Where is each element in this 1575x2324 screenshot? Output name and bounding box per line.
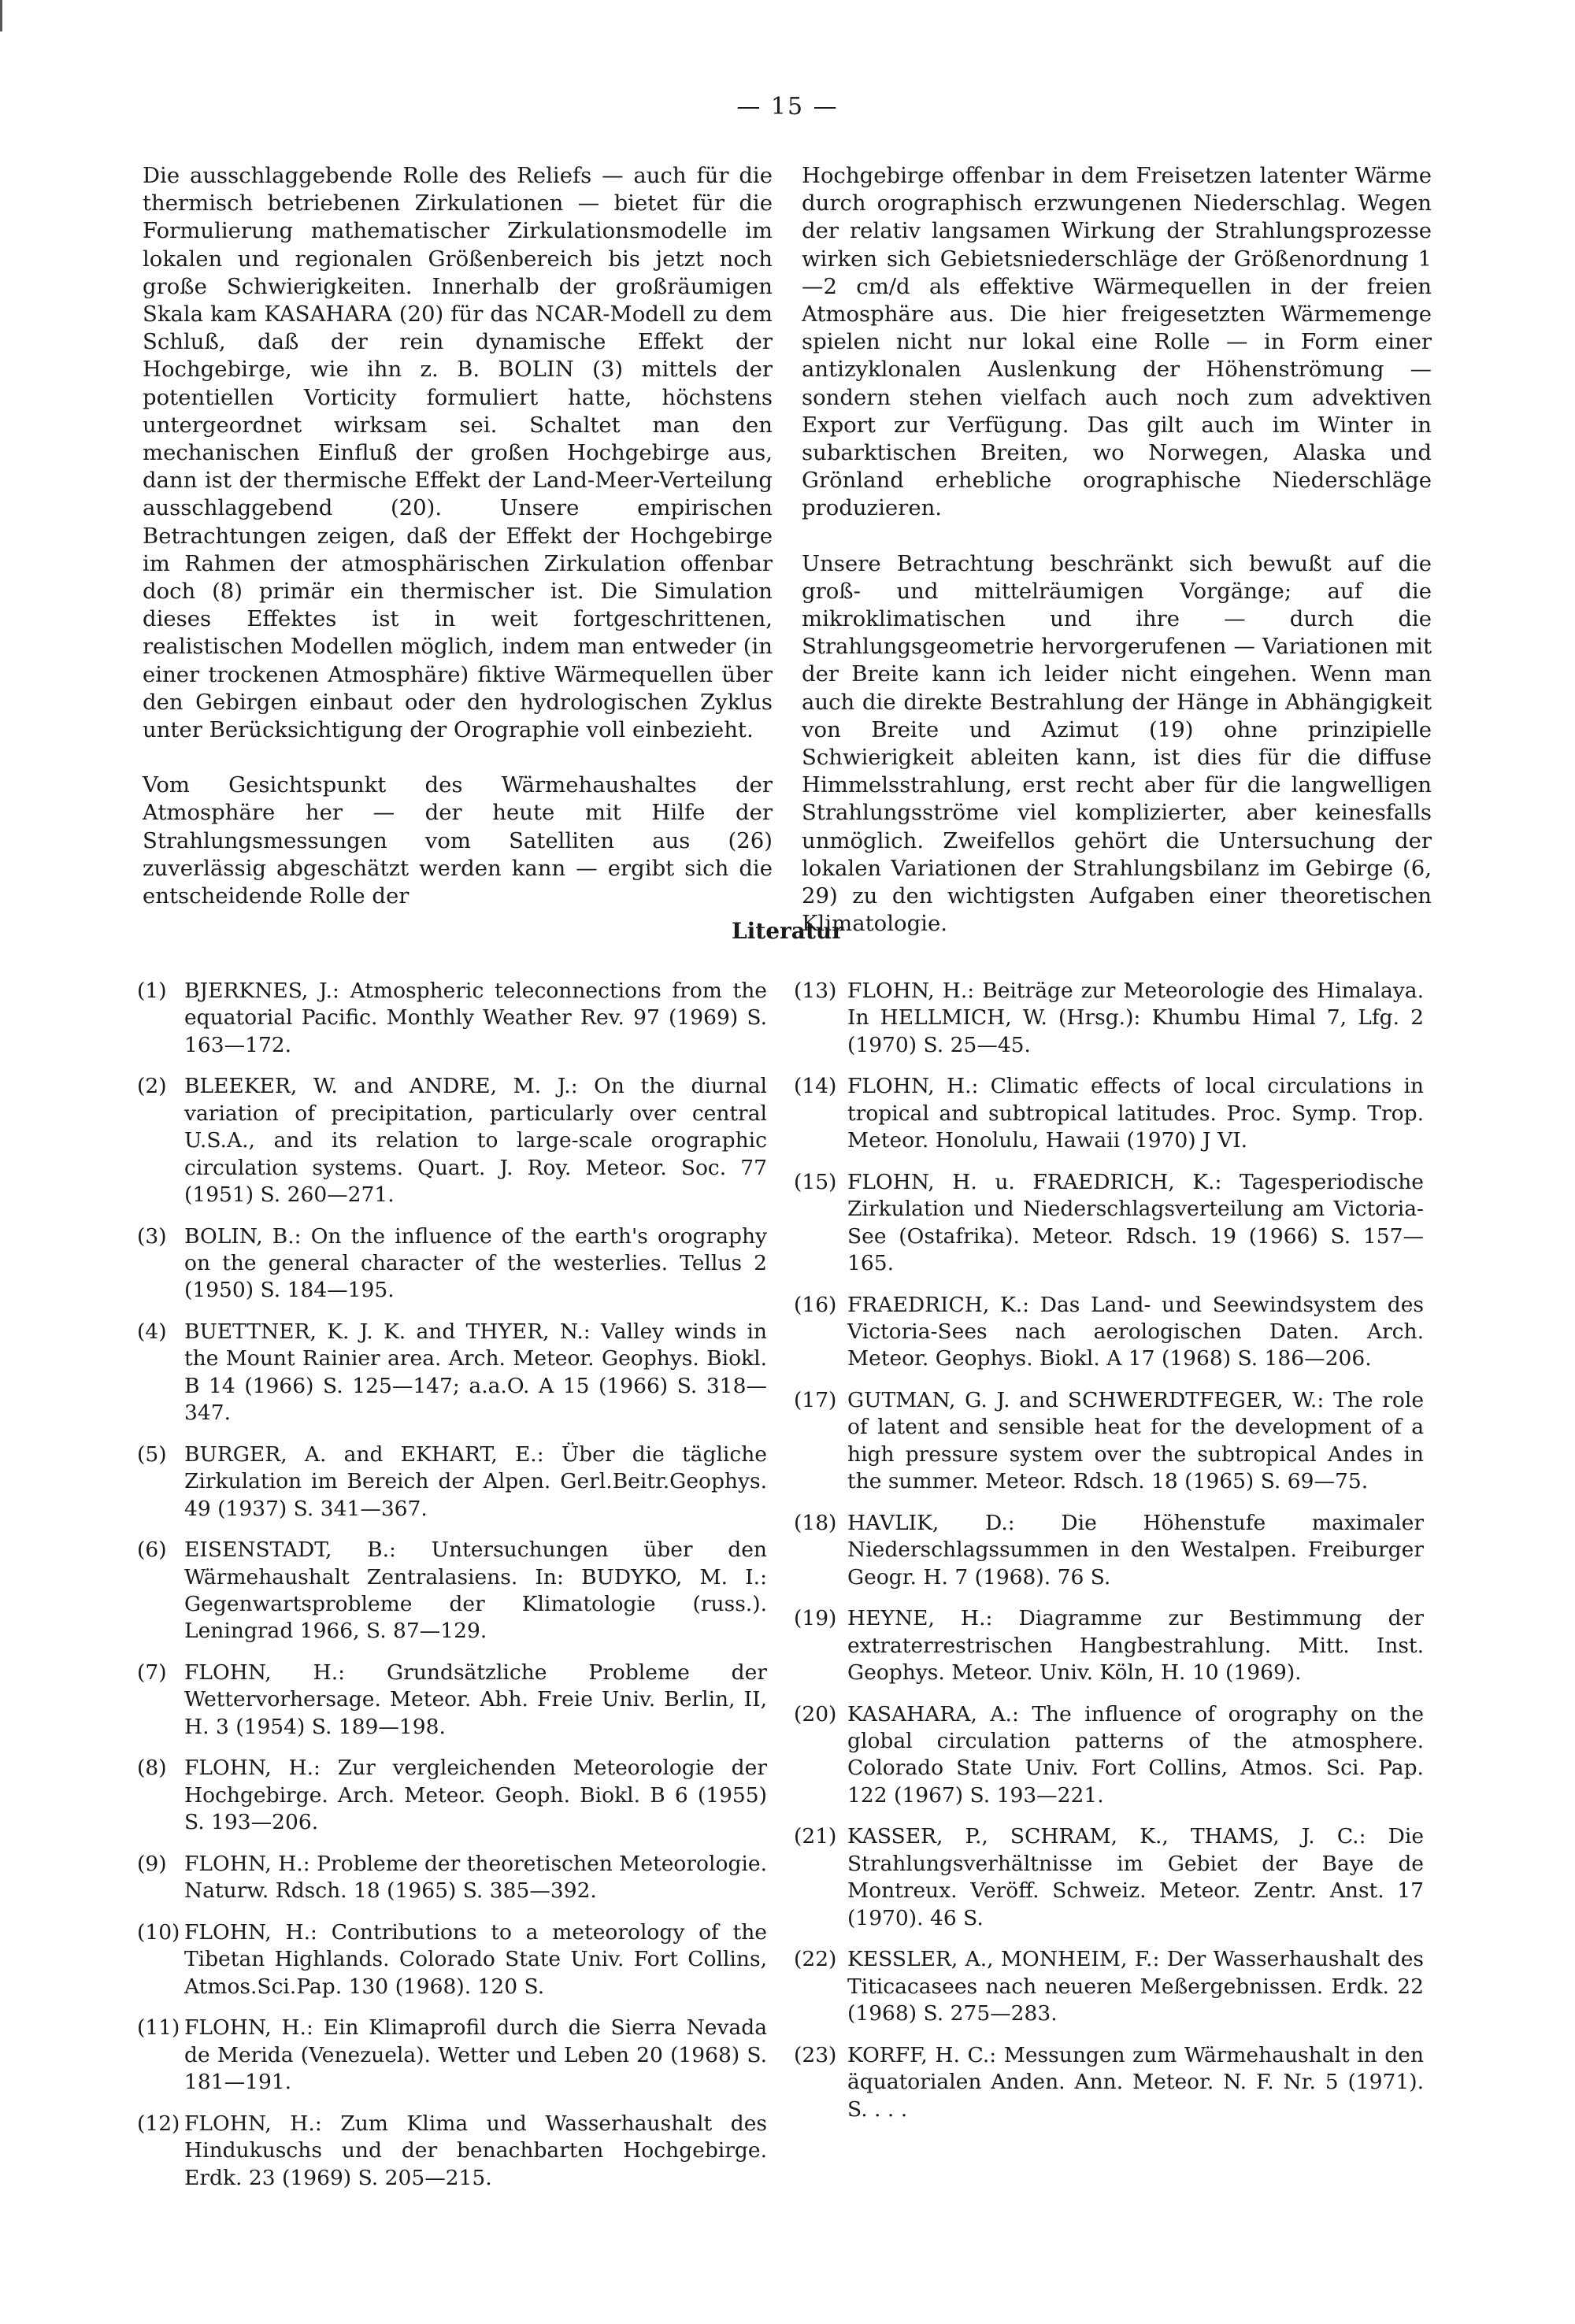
- reference-number: (16): [794, 1292, 837, 1317]
- reference-text: FLOHN, H. u. FRAEDRICH, K.: Tagesperiodische Zirkulation und Niederschlagsverteilung am Victoria-See (Ostafrika). Meteor. Rdsch. 19 (1966) S. 157—165.: [847, 1169, 1424, 1276]
- reference-text: HEYNE, H.: Diagramme zur Bestimmung der extraterrestrischen Hangbestrahlung. Mitt. Inst. Geophys. Meteor. Univ. Köln, H. 10 (1969).: [847, 1606, 1424, 1686]
- reference-text: BURGER, A. and EKHART, E.: Über die tägliche Zirkulation im Bereich der Alpen. Gerl.Beitr.Geophys. 49 (1937) S. 341—367.: [184, 1441, 767, 1521]
- reference-item: [137, 1919, 767, 2000]
- reference-number: (4): [137, 1319, 167, 1345]
- reference-item: [794, 978, 1424, 1059]
- reference-item: [137, 1319, 767, 1427]
- reference-item: [794, 1510, 1424, 1591]
- reference-item: [137, 978, 767, 1059]
- reference-text: KASAHARA, A.: The influence of orography on the global circulation patterns of the atmosphere. Colorado State Univ. Fort Collins, Atmos. Sci. Pap. 122 (1967) S. 193—221.: [847, 1701, 1424, 1808]
- body-column-left: [143, 162, 773, 938]
- reference-number: (19): [794, 1606, 837, 1631]
- reference-number: (7): [137, 1660, 167, 1686]
- reference-item: [137, 1441, 767, 1523]
- reference-text: FLOHN, H.: Zur vergleichenden Meteorologie der Hochgebirge. Arch. Meteor. Geoph. Biokl. B 6 (1955) S. 193—206.: [184, 1756, 767, 1835]
- reference-number: (12): [137, 2111, 180, 2136]
- reference-number: (14): [794, 1074, 837, 1099]
- reference-text: FLOHN, H.: Zum Klima und Wasserhaushalt des Hindukuschs und der benachbarten Hochgebirge. Erdk. 23 (1969) S. 205—215.: [184, 2111, 767, 2190]
- reference-number: (3): [137, 1223, 167, 1249]
- reference-item: [137, 1660, 767, 1741]
- reference-text: BOLIN, B.: On the influence of the earth's orography on the general character of the westerlies. Tellus 2 (1950) S. 184—195.: [184, 1223, 767, 1303]
- reference-list-left: [137, 978, 767, 2206]
- reference-text: KORFF, H. C.: Messungen zum Wärmehaushalt in den äquatorialen Anden. Ann. Meteor. N. F. Nr. 5 (1971). S. . . .: [847, 2042, 1424, 2122]
- reference-text: FLOHN, H.: Grundsätzliche Probleme der Wettervorhersage. Meteor. Abh. Freie Univ. Berlin, II, H. 3 (1954) S. 189—198.: [184, 1660, 767, 1739]
- reference-number: (1): [137, 979, 167, 1003]
- reference-text: FLOHN, H.: Beiträge zur Meteorologie des Himalaya. In HELLMICH, W. (Hrsg.): Khumbu Himal 7, Lfg. 2 (1970) S. 25—45.: [847, 979, 1424, 1057]
- reference-text: FLOHN, H.: Climatic effects of local circulations in tropical and subtropical latitudes. Proc. Symp. Trop. Meteor. Honolulu, Hawaii (1970) J VI.: [847, 1074, 1424, 1153]
- body-paragraph: Vom Gesichtspunkt des Wärmehaushaltes der Atmosphäre her — der heute mit Hilfe der Strahlungsmessungen vom Satelliten aus (26) zuverlässig abgeschätzt werden kann — ergibt sich die entscheidende Rolle der: [143, 772, 773, 909]
- reference-item: [137, 1755, 767, 1836]
- body-paragraph: Unsere Betrachtung beschränkt sich bewußt auf die groß- und mittelräumigen Vorgänge; auf die mikroklimatischen und ihre — durch die Strahlungsgeometrie hervorgerufenen — Variationen mit der Breite kann ich leider nicht eingehen. Wenn man auch die direkte Bestrahlung der Hänge in Abhängigkeit von Breite und Azimut (19) ohne prinzipielle Schwierigkeit ableiten kann, ist dies für die diffuse Himmelsstrahlung, erst recht aber für die langwelligen Strahlungsströme viel komplizierter, aber keinesfalls unmöglich. Zweifellos gehört die Untersuchung der lokalen Variationen der Strahlungsbilanz im Gebirge (6, 29) zu den wichtigsten Aufgaben einer theoretischen Klimatologie.: [802, 550, 1432, 937]
- reference-number: (8): [137, 1756, 167, 1781]
- reference-number: (9): [137, 1851, 167, 1876]
- reference-number: (23): [794, 2042, 837, 2067]
- body-column-right: [802, 162, 1432, 965]
- reference-text: GUTMAN, G. J. and SCHWERDTFEGER, W.: The role of latent and sensible heat for the development of a high pressure system over the subtropical Andes in the summer. Meteor. Rdsch. 18 (1965) S. 69—75.: [847, 1388, 1424, 1494]
- reference-number: (15): [794, 1169, 837, 1194]
- reference-list-right: [794, 978, 1424, 2137]
- reference-item: [137, 1223, 767, 1304]
- reference-number: (21): [794, 1824, 837, 1849]
- reference-item: [137, 1073, 767, 1208]
- reference-text: FLOHN, H.: Contributions to a meteorology of the Tibetan Highlands. Colorado State Univ. Fort Collins, Atmos.Sci.Pap. 130 (1968). 120 S.: [184, 1919, 767, 1999]
- reference-text: HAVLIK, D.: Die Höhenstufe maximaler Niederschlagssummen in den Westalpen. Freiburger Geogr. H. 7 (1968). 76 S.: [847, 1510, 1424, 1589]
- reference-text: BLEEKER, W. and ANDRE, M. J.: On the diurnal variation of precipitation, particularly over central U.S.A., and its relation to large-scale orographic circulation systems. Quart. J. Roy. Meteor. Soc. 77 (1951) S. 260—271.: [184, 1074, 767, 1208]
- reference-text: FRAEDRICH, K.: Das Land- und Seewindsystem des Victoria-Sees nach aerologischen Daten. Arch. Meteor. Geophys. Biokl. A 17 (1968) S. 186—206.: [847, 1292, 1424, 1371]
- literature-heading: Literatur: [731, 918, 843, 944]
- reference-number: (18): [794, 1510, 837, 1535]
- scan-edge-mark: [0, 0, 2, 31]
- reference-item: [794, 1073, 1424, 1154]
- reference-number: (11): [137, 2015, 180, 2041]
- reference-item: [794, 1946, 1424, 2027]
- reference-item: [794, 2042, 1424, 2123]
- reference-item: [794, 1823, 1424, 1932]
- reference-item: [137, 1851, 767, 1905]
- reference-item: [137, 2015, 767, 2096]
- body-paragraph: Die ausschlaggebende Rolle des Reliefs — auch für die thermisch betriebenen Zirkulationen — bietet für die Formulierung mathematischer Zirkulationsmodelle im lokalen und regionalen Größenbereich bis jetzt noch große Schwierigkeiten. Innerhalb der großräumigen Skala kam KASAHARA (20) für das NCAR-Modell zu dem Schluß, daß der rein dynamische Effekt der Hochgebirge, wie ihn z. B. BOLIN (3) mittels der potentiellen Vorticity formuliert hatte, höchstens untergeordnet wirksam sei. Schaltet man den mechanischen Einfluß der großen Hochgebirge aus, dann ist der thermische Effekt der Land-Meer-Verteilung ausschlaggebend (20). Unsere empirischen Betrachtungen zeigen, daß der Effekt der Hochgebirge im Rahmen der atmosphärischen Zirkulation offenbar doch (8) primär ein thermischer ist. Die Simulation dieses Effektes ist in weit fortgeschrittenen, realistischen Modellen möglich, indem man entweder (in einer trockenen Atmosphäre) fiktive Wärmequellen über den Gebirgen einbaut oder den hydrologischen Zyklus unter Berücksichtigung der Orographie voll einbezieht.: [143, 163, 773, 743]
- reference-text: BJERKNES, J.: Atmospheric teleconnections from the equatorial Pacific. Monthly Weather Rev. 97 (1969) S. 163—172.: [184, 979, 767, 1057]
- reference-text: FLOHN, H.: Ein Klimaprofil durch die Sierra Nevada de Merida (Venezuela). Wetter und Leben 20 (1968) S. 181—191.: [184, 2015, 767, 2095]
- reference-number: (22): [794, 1947, 837, 1972]
- reference-item: [794, 1169, 1424, 1278]
- reference-item: [794, 1701, 1424, 1810]
- reference-item: [137, 2111, 767, 2192]
- reference-item: [137, 1537, 767, 1645]
- reference-text: BUETTNER, K. J. K. and THYER, N.: Valley winds in the Mount Rainier area. Arch. Meteor. Geophys. Biokl. B 14 (1966) S. 125—147; a.a.O. A 15 (1966) S. 318—347.: [184, 1319, 767, 1426]
- reference-item: [794, 1387, 1424, 1496]
- reference-number: (17): [794, 1388, 837, 1413]
- reference-text: KESSLER, A., MONHEIM, F.: Der Wasserhaushalt des Titicacasees nach neueren Meßergebnissen. Erdk. 22 (1968) S. 275—283.: [847, 1947, 1424, 2026]
- reference-text: FLOHN, H.: Probleme der theoretischen Meteorologie. Naturw. Rdsch. 18 (1965) S. 385—392.: [184, 1851, 767, 1904]
- body-paragraph: Hochgebirge offenbar in dem Freisetzen latenter Wärme durch orographisch erzwungenen Niederschlag. Wegen der relativ langsamen Wirkung der Strahlungsprozesse wirken sich Gebietsniederschläge der Größenordnung 1—2 cm/d als effektive Wärmequellen in der freien Atmosphäre aus. Die hier freigesetzten Wärmemenge spielen nicht nur lokal eine Rolle — in Form einer antizyklonalen Auslenkung der Höhenströmung — sondern stehen vielfach auch noch zum advektiven Export zur Verfügung. Das gilt auch im Winter in subarktischen Breiten, wo Norwegen, Alaska und Grönland erhebliche orographische Niederschläge produzieren.: [802, 163, 1432, 521]
- reference-number: (13): [794, 979, 837, 1003]
- reference-item: [794, 1605, 1424, 1686]
- reference-number: (6): [137, 1538, 167, 1563]
- reference-item: [794, 1292, 1424, 1373]
- reference-text: EISENSTADT, B.: Untersuchungen über den Wärmehaushalt Zentralasiens. In: BUDYKO, M. I.: Gegenwartsprobleme der Klimatologie (russ.). Leningrad 1966, S. 87—129.: [184, 1538, 767, 1644]
- reference-number: (10): [137, 1919, 180, 1945]
- reference-text: KASSER, P., SCHRAM, K., THAMS, J. C.: Die Strahlungsverhältnisse im Gebiet der Baye de Montreux. Veröff. Schweiz. Meteor. Zentr. Anst. 17 (1970). 46 S.: [847, 1824, 1424, 1930]
- reference-number: (2): [137, 1074, 167, 1099]
- reference-number: (20): [794, 1701, 837, 1726]
- page-number: — 15 —: [736, 93, 839, 120]
- reference-number: (5): [137, 1441, 167, 1467]
